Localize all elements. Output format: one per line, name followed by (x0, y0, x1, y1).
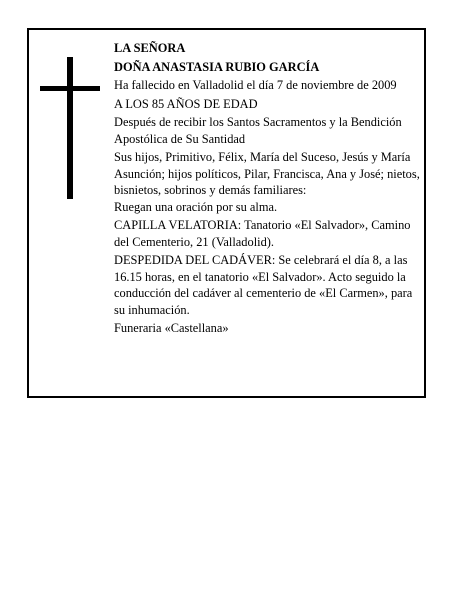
family-line: Sus hijos, Primitivo, Félix, María del Suceso, Jesús y María Asunción; hijos políticos, Pilar, Francisca, Ana y José; nietos, bisnietos, sobrinos y demás familiares: (114, 150, 420, 197)
chapel-line: CAPILLA VELATORIA: Tanatorio «El Salvador», Camino del Cementerio, 21 (Valladolid). (114, 218, 411, 249)
deceased-name: DOÑA ANASTASIA RUBIO GARCÍA (114, 59, 320, 74)
notice-title-line: LA SEÑORA (114, 41, 186, 55)
notice-text (114, 40, 422, 339)
sacraments-line: Después de recibir los Santos Sacramentos y la Bendición Apostólica de Su Santidad (114, 115, 402, 146)
cross-horizontal-bar (40, 86, 100, 91)
obituary-notice (27, 28, 426, 398)
age-line: A LOS 85 AÑOS DE EDAD (114, 96, 258, 111)
cross-icon (40, 57, 100, 199)
request-line: Ruegan una oración por su alma. (114, 199, 278, 214)
funeral-home-line: Funeraria «Castellana» (114, 321, 229, 335)
farewell-line: DESPEDIDA DEL CADÁVER: Se celebrará el día 8, a las 16.15 horas, en el tanatorio «El Salvador». Acto seguido la conducción del cadáver al cementerio de «El Carmen», para su inhumación. (114, 253, 413, 317)
death-info: Ha fallecido en Valladolid el día 7 de noviembre de 2009 (114, 78, 397, 92)
cross-vertical-bar (67, 57, 73, 199)
